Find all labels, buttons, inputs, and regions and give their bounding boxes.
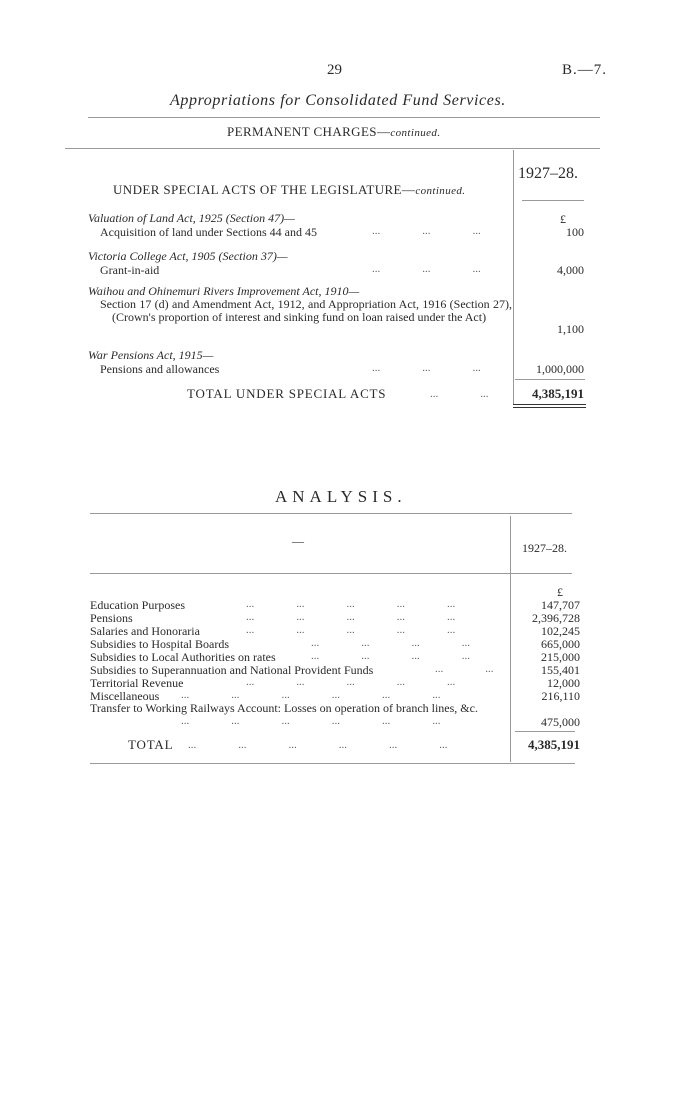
leader-dots: ... ... ... ... ... ... bbox=[181, 689, 441, 701]
leader-dots: ... ... ... ... ... bbox=[246, 624, 456, 636]
currency-symbol: £ bbox=[560, 212, 566, 226]
leader-dots: ... ... ... ... ... ... bbox=[188, 739, 448, 751]
double-rule-top bbox=[513, 404, 586, 405]
analysis-row-label: Pensions bbox=[90, 611, 133, 625]
total-rule bbox=[515, 731, 575, 732]
year-header-rule bbox=[522, 200, 584, 201]
act-title: War Pensions Act, 1915— bbox=[88, 348, 214, 362]
act-title: Waihou and Ohinemuri Rivers Improvement Act, 1910— bbox=[88, 284, 360, 298]
leader-dots: ... ... ... ... bbox=[311, 650, 470, 662]
leader-dots: ... ... ... ... ... bbox=[246, 676, 456, 688]
section-heading: UNDER SPECIAL ACTS OF THE LEGISLATURE—continued. bbox=[113, 182, 466, 197]
leader-dots: ... ... bbox=[435, 663, 494, 675]
analysis-top-rule bbox=[90, 513, 572, 514]
year-header: 1927–28. bbox=[518, 165, 578, 182]
leader-dots: ... ... ... ... ... bbox=[246, 598, 456, 610]
analysis-row-label: Education Purposes bbox=[90, 598, 185, 612]
currency-symbol: £ bbox=[557, 585, 563, 599]
analysis-row-label: Subsidies to Local Authorities on rates bbox=[90, 650, 276, 664]
analysis-row-amount: 475,000 bbox=[541, 715, 580, 729]
item-description: Pensions and allowances bbox=[100, 362, 220, 376]
subtitle-rule bbox=[65, 148, 600, 149]
item-description: Grant-in-aid bbox=[100, 263, 160, 277]
analysis-row-amount: 216,110 bbox=[541, 689, 580, 703]
analysis-bottom-rule bbox=[90, 763, 575, 764]
analysis-column-divider bbox=[510, 516, 511, 762]
item-description: Section 17 (d) and Amendment Act, 1912, and Appropriation Act, 1916 (Section 27), (Crown's proportion of interest and sinking fund on loan raised under the Act) bbox=[100, 297, 512, 324]
item-amount: 1,000,000 bbox=[536, 362, 584, 376]
analysis-row-amount: 215,000 bbox=[541, 650, 580, 664]
analysis-heading: ANALYSIS. bbox=[275, 487, 407, 506]
double-rule-bottom bbox=[513, 407, 586, 408]
act-title: Victoria College Act, 1905 (Section 37)— bbox=[88, 249, 288, 263]
analysis-row-label: Transfer to Working Railways Account: Losses on operation of branch lines, &c. bbox=[90, 701, 478, 715]
document-reference: B.—7. bbox=[562, 62, 608, 78]
analysis-row-amount: 155,401 bbox=[541, 663, 580, 677]
total-amount: 4,385,191 bbox=[532, 386, 584, 401]
total-label: TOTAL UNDER SPECIAL ACTS bbox=[187, 386, 387, 401]
leader-dots: ... ... ... ... ... bbox=[246, 611, 456, 623]
leader-dots: ... ... ... bbox=[372, 362, 481, 374]
page-title: Appropriations for Consolidated Fund Services. bbox=[170, 92, 506, 109]
analysis-row-label: Territorial Revenue bbox=[90, 676, 184, 690]
section-subtitle: PERMANENT CHARGES—continued. bbox=[227, 124, 441, 139]
leader-dots: ... ... ... ... bbox=[311, 637, 470, 649]
item-amount: 100 bbox=[566, 225, 584, 239]
analysis-row-amount: 12,000 bbox=[547, 676, 580, 690]
analysis-row-amount: 147,707 bbox=[541, 598, 580, 612]
title-rule bbox=[88, 117, 600, 118]
leader-dots: ... ... ... bbox=[372, 225, 481, 237]
page-number: 29 bbox=[327, 62, 342, 78]
leader-dots: ... ... ... ... ... ... bbox=[181, 715, 441, 727]
total-rule bbox=[515, 379, 585, 380]
column-header-dash: — bbox=[292, 534, 304, 548]
item-description: Acquisition of land under Sections 44 and 45 bbox=[100, 225, 317, 239]
analysis-row-amount: 665,000 bbox=[541, 637, 580, 651]
analysis-row-label: Miscellaneous bbox=[90, 689, 160, 703]
leader-dots: ... ... bbox=[430, 388, 489, 400]
year-header: 1927–28. bbox=[522, 541, 567, 555]
total-amount: 4,385,191 bbox=[528, 737, 580, 752]
analysis-row-amount: 2,396,728 bbox=[532, 611, 580, 625]
analysis-header-rule bbox=[90, 573, 572, 574]
leader-dots: ... ... ... bbox=[372, 263, 481, 275]
analysis-row-amount: 102,245 bbox=[541, 624, 580, 638]
item-amount: 4,000 bbox=[557, 263, 584, 277]
analysis-row-label: Subsidies to Superannuation and National Provident Funds bbox=[90, 663, 374, 677]
act-title: Valuation of Land Act, 1925 (Section 47)— bbox=[88, 211, 295, 225]
item-amount: 1,100 bbox=[557, 322, 584, 336]
analysis-row-label: Salaries and Honoraria bbox=[90, 624, 200, 638]
total-label: TOTAL bbox=[128, 737, 174, 752]
analysis-row-label: Subsidies to Hospital Boards bbox=[90, 637, 230, 651]
amount-column-divider bbox=[513, 150, 514, 405]
